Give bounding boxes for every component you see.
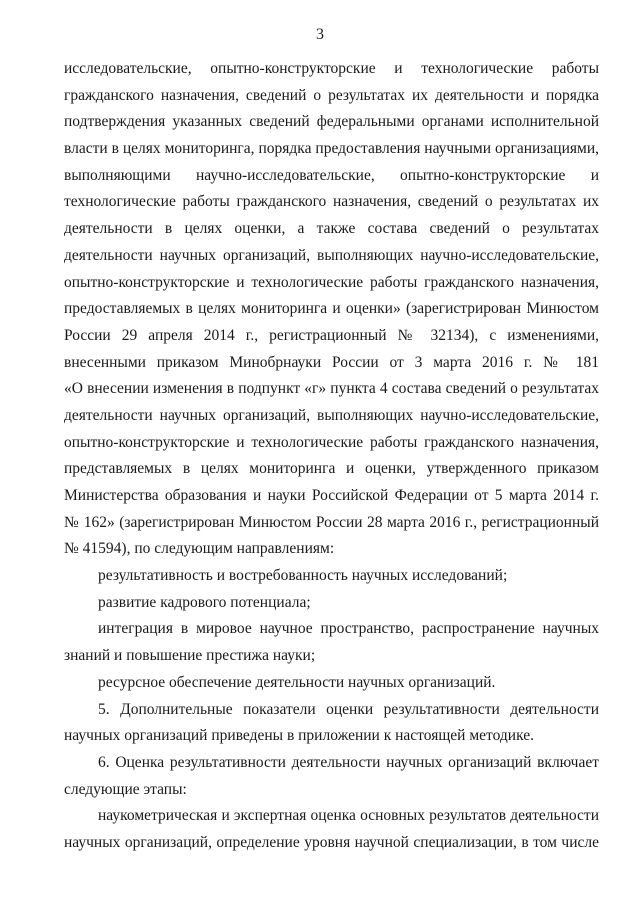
- text-line: результативность и востребованность научных исследований;: [98, 567, 508, 585]
- text-line: деятельности в целях оценки, а также состава сведений о результатах: [64, 220, 599, 238]
- text-line: технологические работы гражданского назначения, сведений о результатах их: [64, 193, 599, 211]
- text-line: подтверждения указанных сведений федеральными органами исполнительной: [64, 113, 599, 131]
- page-number: 3: [316, 26, 324, 43]
- text-line: власти в целях мониторинга, порядка предоставления научными организациями,: [64, 140, 599, 158]
- text-line: наукометрическая и экспертная оценка основных результатов деятельности: [98, 807, 599, 825]
- body-text: [64, 56, 599, 857]
- text-line: внесенными приказом Минобрнауки России от 3 марта 2016 г. № 181: [64, 353, 599, 371]
- text-line: научных организаций, определение уровня научной специализации, в том числе: [64, 833, 599, 851]
- text-line: следующие этапы:: [64, 780, 187, 798]
- text-line: представляемых в целях мониторинга и оценки, утвержденного приказом: [64, 460, 599, 478]
- text-line: выполняющими научно-исследовательские, опытно-конструкторские и: [64, 166, 599, 184]
- text-line: деятельности научных организаций, выполняющих научно-исследовательские,: [64, 406, 599, 424]
- text-line: № 41594), по следующим направлениям:: [64, 540, 335, 558]
- text-line: опытно-конструкторские и технологические работы гражданского назначения,: [64, 273, 599, 291]
- text-line: знаний и повышение престижа науки;: [64, 647, 316, 665]
- text-line: научных организаций приведены в приложении к настоящей методике.: [64, 727, 534, 745]
- text-line: опытно-конструкторские и технологические работы гражданского назначения,: [64, 433, 599, 451]
- text-line: интеграция в мировое научное пространство, распространение научных: [98, 620, 599, 638]
- text-line: развитие кадрового потенциала;: [98, 593, 311, 611]
- text-line: «О внесении изменения в подпункт «г» пункта 4 состава сведений о результатах: [64, 380, 599, 398]
- text-line: № 162» (зарегистрирован Минюстом России 28 марта 2016 г., регистрационный: [64, 513, 599, 531]
- text-line: деятельности научных организаций, выполняющих научно-исследовательские,: [64, 246, 599, 264]
- text-line: 5. Дополнительные показатели оценки результативности деятельности: [98, 700, 599, 718]
- text-line: предоставляемых в целях мониторинга и оценки» (зарегистрирован Минюстом: [64, 300, 599, 318]
- text-line: исследовательские, опытно-конструкторские и технологические работы: [64, 60, 599, 77]
- text-line: Министерства образования и науки Российской Федерации от 5 марта 2014 г.: [64, 487, 599, 504]
- text-line: России 29 апреля 2014 г., регистрационный № 32134), с изменениями,: [64, 326, 599, 344]
- text-line: ресурсное обеспечение деятельности научных организаций.: [98, 673, 496, 691]
- text-line: гражданского назначения, сведений о результатах их деятельности и порядка: [64, 86, 599, 104]
- text-line: 6. Оценка результативности деятельности научных организаций включает: [98, 753, 599, 771]
